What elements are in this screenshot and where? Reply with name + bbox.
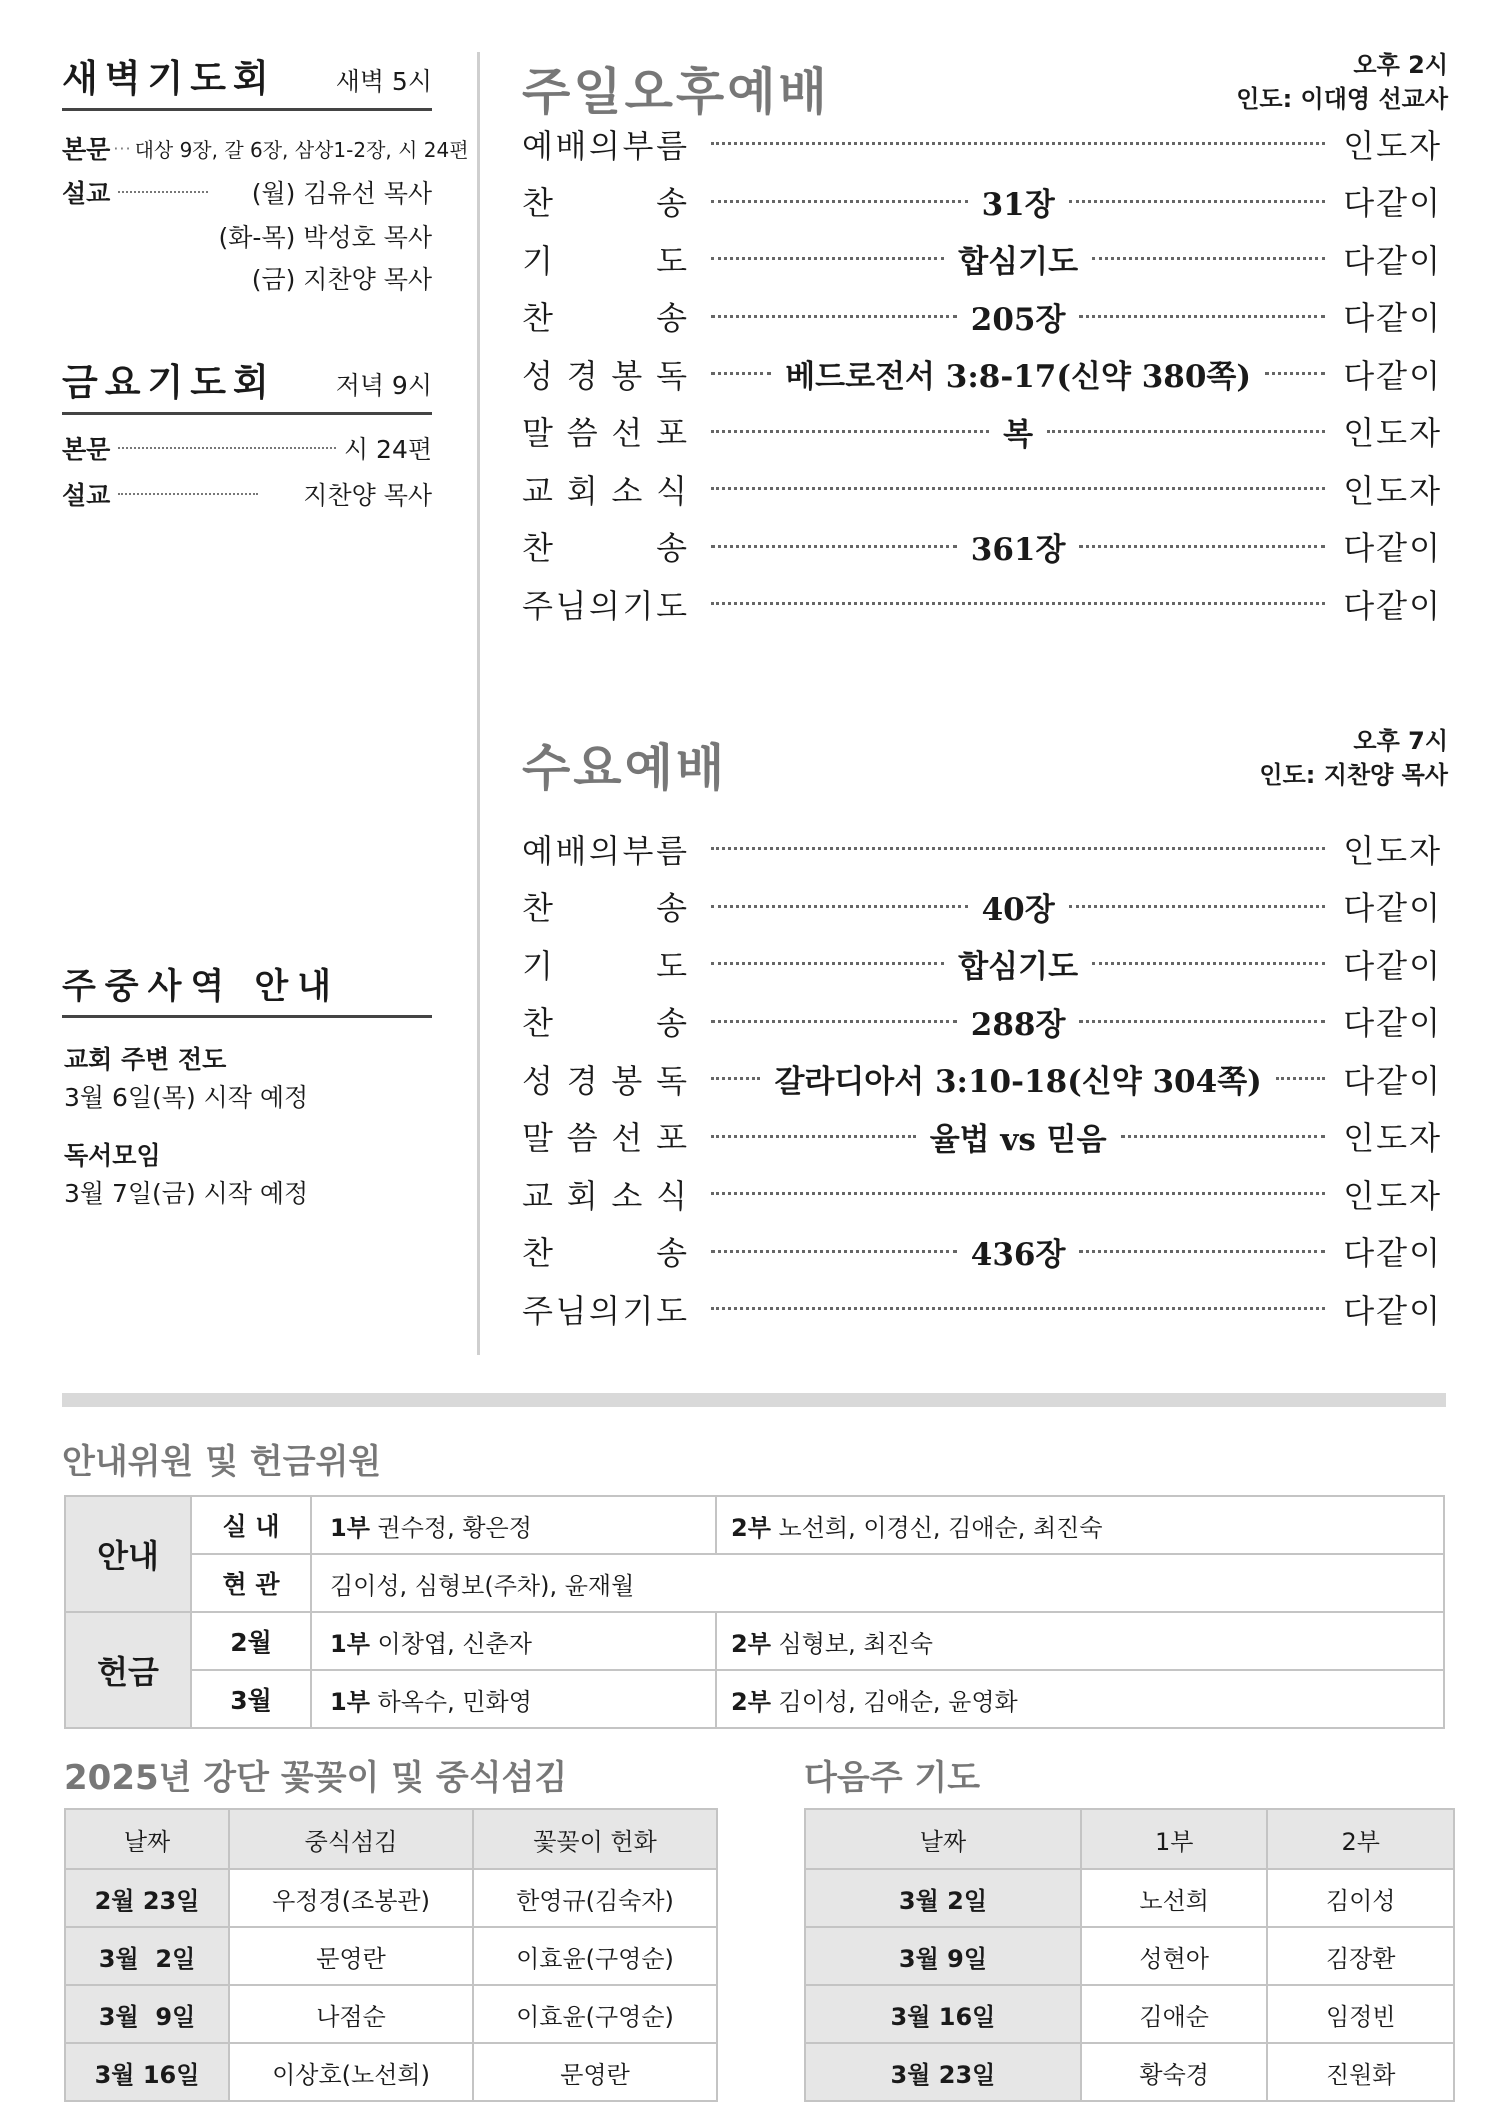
order-item <box>522 1171 687 1217</box>
order-item-char: 기 <box>522 946 553 985</box>
order-leader <box>711 236 1325 281</box>
feb-part2 <box>716 1612 1444 1670</box>
order-performer: 다같이 <box>1343 946 1442 985</box>
dot-leader <box>118 493 258 495</box>
part-label: 2부 <box>731 1513 771 1542</box>
order-leader <box>711 351 1325 396</box>
order-row <box>522 115 1442 172</box>
indoor-part1-names: 권수정, 황은정 <box>377 1513 532 1542</box>
order-item-char: 예 <box>522 126 553 165</box>
friday-text-row <box>62 428 432 468</box>
order-performer: 다같이 <box>1343 529 1442 567</box>
order-performer: 인도자 <box>1343 126 1442 165</box>
order-item-char: 씀 <box>566 414 598 452</box>
order-leader <box>711 294 1325 339</box>
order-row <box>522 460 1442 517</box>
order-leader <box>711 487 1325 490</box>
order-item-char: 찬 <box>522 529 553 567</box>
order-item <box>522 293 687 339</box>
dot-leader <box>1047 430 1325 433</box>
table-row <box>805 2043 1454 2101</box>
order-item-char: 씀 <box>566 1119 598 1157</box>
dot-leader <box>1069 905 1326 908</box>
sunday-pm-title: 주일오후예배 <box>522 63 830 121</box>
order-item-char: 선 <box>611 1119 643 1157</box>
dot-leader <box>711 1020 957 1023</box>
order-performer: 인도자 <box>1343 1119 1442 1157</box>
column-header: 꽃꽂이 헌화 <box>473 1809 717 1869</box>
order-item-char: 소 <box>611 471 643 510</box>
order-performer: 인도자 <box>1343 1176 1442 1215</box>
text-label: 본문 <box>62 435 111 464</box>
order-item <box>522 351 687 397</box>
table-header-row <box>65 1809 717 1869</box>
door-names: 김이성, 심형보(주차), 윤재월 <box>311 1554 1444 1612</box>
order-item-char: 성 <box>522 356 553 395</box>
column-header: 날짜 <box>65 1809 229 1869</box>
order-item <box>522 1113 687 1159</box>
dot-leader <box>711 1307 1325 1310</box>
dot-leader <box>711 1192 1325 1195</box>
order-row <box>522 993 1442 1050</box>
friday-sermon-row <box>62 474 432 514</box>
name-cell: 이효윤(구영순) <box>473 1985 717 2043</box>
sermon-label: 설교 <box>62 179 111 208</box>
feb-part1 <box>311 1612 716 1670</box>
name-cell: 김장환 <box>1267 1927 1454 1985</box>
order-leader <box>711 142 1325 145</box>
wednesday-time: 오후 7시 <box>1353 727 1448 755</box>
order-item-char: 찬 <box>522 1234 553 1272</box>
order-item <box>522 408 687 454</box>
order-content: 합심기도 <box>958 244 1079 280</box>
order-leader <box>711 1056 1325 1101</box>
table-row <box>65 2043 717 2101</box>
order-item-char: 찬 <box>522 184 553 222</box>
order-row <box>522 230 1442 287</box>
dot-leader <box>711 315 957 318</box>
dot-leader: ··· <box>113 138 132 158</box>
order-item <box>522 466 687 512</box>
dawn-prayer-header <box>62 58 432 111</box>
order-item-char: 송 <box>656 1004 687 1042</box>
name-cell: 나점순 <box>229 1985 473 2043</box>
column-divider <box>477 52 480 1355</box>
order-item-char: 소 <box>611 1176 643 1215</box>
order-item-char: 의 <box>589 586 620 625</box>
order-content: 205장 <box>970 301 1066 338</box>
order-row <box>522 935 1442 992</box>
wednesday-meta <box>1259 724 1448 792</box>
order-item-char: 부 <box>622 831 654 870</box>
dot-leader <box>711 545 957 548</box>
order-item-char: 찬 <box>522 299 553 337</box>
mar-part1 <box>311 1670 716 1728</box>
ushers-table <box>64 1495 1445 1729</box>
dawn-preacher-tue-thu: (화-목) 박성호 목사 <box>218 223 432 252</box>
order-performer: 다같이 <box>1343 586 1442 625</box>
order-content: 40장 <box>981 891 1055 928</box>
order-item-char: 말 <box>522 1119 553 1157</box>
friday-prayer-time: 저녁 9시 <box>335 371 432 400</box>
order-row <box>522 575 1442 632</box>
friday-text-value: 시 24편 <box>343 435 432 464</box>
order-item-char: 님 <box>555 586 587 625</box>
wednesday-title: 수요예배 <box>522 739 728 797</box>
order-performer: 다같이 <box>1343 356 1442 395</box>
date-cell: 2월 23일 <box>65 1869 229 1927</box>
door-label: 현 관 <box>191 1554 311 1612</box>
dot-leader <box>711 962 944 965</box>
order-item-char: 도 <box>656 946 687 985</box>
table-row <box>65 1670 1444 1728</box>
order-row <box>522 1165 1442 1222</box>
order-item-char: 포 <box>656 414 687 452</box>
indoor-part1 <box>311 1496 716 1554</box>
order-item-char: 교 <box>522 471 553 510</box>
wednesday-leader: 인도: 지찬양 목사 <box>1259 761 1448 789</box>
dot-leader <box>1265 372 1325 375</box>
order-item-char: 부 <box>622 126 654 165</box>
table-row <box>65 1869 717 1927</box>
order-item-char: 찬 <box>522 889 553 927</box>
indoor-label: 실 내 <box>191 1496 311 1554</box>
name-cell: 문영란 <box>473 2043 717 2101</box>
order-item <box>522 121 687 167</box>
table-row <box>65 1554 1444 1612</box>
order-item-char: 봉 <box>611 356 643 395</box>
dot-leader <box>1079 315 1325 318</box>
ministry-item-title: 교회 주변 전도 <box>64 1045 227 1074</box>
order-item <box>522 941 687 987</box>
order-content: 복 <box>1003 416 1034 453</box>
dot-leader <box>711 1077 760 1080</box>
order-item <box>522 998 687 1044</box>
order-leader <box>711 999 1325 1044</box>
friday-prayer-title: 금요기도회 <box>62 361 276 404</box>
order-performer: 다같이 <box>1343 1061 1442 1100</box>
name-cell: 이효윤(구영순) <box>473 1927 717 1985</box>
part-label: 1부 <box>330 1629 370 1658</box>
order-item-char: 주 <box>522 586 553 625</box>
weekday-ministry-header <box>62 960 432 1018</box>
order-content: 베드로전서 3:8-17(신약 380쪽) <box>785 359 1252 395</box>
order-row <box>522 1280 1442 1337</box>
dawn-preacher-mon: (월) 김유선 목사 <box>251 179 432 208</box>
name-cell: 진원화 <box>1267 2043 1454 2101</box>
order-item-char: 배 <box>555 126 587 165</box>
indoor-part2 <box>716 1496 1444 1554</box>
order-leader <box>711 847 1325 850</box>
table-row <box>805 1927 1454 1985</box>
order-item-char: 의 <box>589 831 620 870</box>
order-item-char: 교 <box>522 1176 553 1215</box>
date-cell: 3월 16일 <box>805 1985 1081 2043</box>
order-performer: 다같이 <box>1343 1234 1442 1272</box>
ministry-item-text: 3월 7일(금) 시작 예정 <box>64 1179 309 1208</box>
ministry-item-title: 독서모임 <box>64 1141 161 1170</box>
ushers-title: 안내위원 및 헌금위원 <box>62 1442 382 1482</box>
order-leader <box>711 179 1325 224</box>
table-row <box>805 1869 1454 1927</box>
date-cell: 3월 2일 <box>65 1927 229 1985</box>
dawn-prayer-time: 새벽 5시 <box>335 67 432 96</box>
table-row <box>65 1927 717 1985</box>
table-row <box>805 1985 1454 2043</box>
order-item-char: 성 <box>522 1061 553 1100</box>
ministry-item-text: 3월 6일(목) 시작 예정 <box>64 1083 309 1112</box>
dot-leader <box>1092 962 1325 965</box>
order-content: 288장 <box>970 1006 1066 1043</box>
order-item-char: 회 <box>566 1176 598 1215</box>
prayer-title: 다음주 기도 <box>804 1758 981 1798</box>
mar-label: 3월 <box>191 1670 311 1728</box>
table-row <box>65 1496 1444 1554</box>
order-item-char: 독 <box>656 356 687 395</box>
order-performer: 다같이 <box>1343 1004 1442 1042</box>
column-header: 날짜 <box>805 1809 1081 1869</box>
prayer-table <box>804 1808 1455 2102</box>
name-cell: 우정경(조봉관) <box>229 1869 473 1927</box>
dot-leader <box>711 847 1325 850</box>
order-row <box>522 403 1442 460</box>
order-item-char: 송 <box>656 1234 687 1272</box>
sunday-pm-meta <box>1236 48 1448 116</box>
dawn-text-row <box>62 128 469 168</box>
order-leader <box>711 1192 1325 1195</box>
order-item-char: 봉 <box>611 1061 643 1100</box>
name-cell: 김이성 <box>1267 1869 1454 1927</box>
name-cell: 문영란 <box>229 1927 473 1985</box>
order-item-char: 송 <box>656 299 687 337</box>
order-item-char: 기 <box>522 241 553 280</box>
order-item-char: 송 <box>656 889 687 927</box>
dot-leader <box>1121 1135 1326 1138</box>
part-label: 2부 <box>731 1687 771 1716</box>
dot-leader <box>711 200 968 203</box>
dot-leader <box>711 257 944 260</box>
order-content: 436장 <box>970 1236 1066 1273</box>
part-label: 1부 <box>330 1513 370 1542</box>
weekday-ministry-title: 주중사역 안내 <box>62 967 341 1007</box>
name-cell: 황숙경 <box>1081 2043 1268 2101</box>
order-performer: 다같이 <box>1343 299 1442 337</box>
sermon-label: 설교 <box>62 481 111 510</box>
order-item-char: 름 <box>656 126 687 165</box>
order-item-char: 회 <box>566 471 598 510</box>
order-performer: 다같이 <box>1343 184 1442 222</box>
table-row <box>65 1985 717 2043</box>
part-label: 1부 <box>330 1687 370 1716</box>
date-cell: 3월 9일 <box>805 1927 1081 1985</box>
order-leader <box>711 1229 1325 1274</box>
order-performer: 다같이 <box>1343 241 1442 280</box>
order-item-char: 송 <box>656 529 687 567</box>
order-item-char: 경 <box>566 356 598 395</box>
order-content: 율법 vs 믿음 <box>929 1121 1107 1158</box>
order-row <box>522 1108 1442 1165</box>
order-row <box>522 345 1442 402</box>
dot-leader <box>711 905 968 908</box>
feb-part1-names: 이창엽, 신춘자 <box>377 1629 532 1658</box>
name-cell: 성현아 <box>1081 1927 1268 1985</box>
indoor-part2-names: 노선희, 이경신, 김애순, 최진숙 <box>778 1513 1103 1542</box>
order-item <box>522 826 687 872</box>
column-header: 1부 <box>1081 1809 1268 1869</box>
order-item-char: 름 <box>656 831 687 870</box>
dot-leader <box>711 430 989 433</box>
order-row <box>522 173 1442 230</box>
order-item-char: 님 <box>555 1291 587 1330</box>
dot-leader <box>1069 200 1326 203</box>
order-leader <box>711 941 1325 986</box>
order-item-char: 도 <box>656 586 687 625</box>
order-item-char: 경 <box>566 1061 598 1100</box>
table-header-row <box>805 1809 1454 1869</box>
section-divider-bar <box>62 1393 1446 1407</box>
dot-leader <box>118 447 336 449</box>
mar-part1-names: 하옥수, 민화영 <box>377 1687 532 1716</box>
name-cell: 이상호(노선희) <box>229 2043 473 2101</box>
order-item <box>522 1228 687 1274</box>
order-item-char: 의 <box>589 1291 620 1330</box>
feb-part2-names: 심형보, 최진숙 <box>778 1629 933 1658</box>
date-cell: 3월 9일 <box>65 1985 229 2043</box>
order-leader <box>711 409 1325 454</box>
order-row <box>522 878 1442 935</box>
date-cell: 3월 2일 <box>805 1869 1081 1927</box>
name-cell: 김애순 <box>1081 1985 1268 2043</box>
dawn-sermon-row <box>62 172 432 212</box>
order-item-char: 기 <box>622 586 654 625</box>
dot-leader <box>1079 545 1325 548</box>
order-item <box>522 523 687 569</box>
order-item-char: 예 <box>522 831 553 870</box>
order-item-char: 의 <box>589 126 620 165</box>
dot-leader <box>1092 257 1325 260</box>
order-item <box>522 1286 687 1332</box>
order-item <box>522 581 687 627</box>
order-row <box>522 820 1442 877</box>
mar-part2-names: 김이성, 김애순, 윤영화 <box>778 1687 1018 1716</box>
order-item-char: 독 <box>656 1061 687 1100</box>
order-item-char: 기 <box>622 1291 654 1330</box>
order-leader <box>711 602 1325 605</box>
name-cell: 임정빈 <box>1267 1985 1454 2043</box>
offering-group-label: 헌금 <box>65 1612 191 1728</box>
order-item-char: 식 <box>656 1176 687 1215</box>
flowers-title: 2025년 강단 꽃꽂이 및 중식섬김 <box>64 1758 568 1798</box>
dot-leader <box>1079 1020 1325 1023</box>
order-leader <box>711 884 1325 929</box>
order-content: 31장 <box>981 186 1055 223</box>
dot-leader <box>711 1250 957 1253</box>
dot-leader <box>711 372 771 375</box>
text-label: 본문 <box>62 135 111 164</box>
order-leader <box>711 1307 1325 1310</box>
order-item <box>522 883 687 929</box>
order-item-char: 말 <box>522 414 553 452</box>
order-item <box>522 236 687 282</box>
friday-prayer-header <box>62 362 432 415</box>
order-item-char: 포 <box>656 1119 687 1157</box>
order-performer: 인도자 <box>1343 414 1442 452</box>
column-header: 중식섬김 <box>229 1809 473 1869</box>
order-row <box>522 518 1442 575</box>
order-performer: 인도자 <box>1343 831 1442 870</box>
date-cell: 3월 23일 <box>805 2043 1081 2101</box>
table-row <box>65 1612 1444 1670</box>
order-item <box>522 178 687 224</box>
mar-part2 <box>716 1670 1444 1728</box>
order-item <box>522 1056 687 1102</box>
part-label: 2부 <box>731 1629 771 1658</box>
order-item-char: 주 <box>522 1291 553 1330</box>
dot-leader <box>711 487 1325 490</box>
dawn-prayer-title: 새벽기도회 <box>62 57 276 100</box>
friday-preacher: 지찬양 목사 <box>303 481 432 510</box>
order-leader <box>711 1114 1325 1159</box>
dot-leader <box>118 191 208 193</box>
flowers-table <box>64 1808 718 2102</box>
order-row <box>522 1223 1442 1280</box>
date-cell: 3월 16일 <box>65 2043 229 2101</box>
order-item-char: 선 <box>611 414 643 452</box>
order-performer: 다같이 <box>1343 1291 1442 1330</box>
sunday-pm-time: 오후 2시 <box>1353 51 1448 79</box>
dot-leader <box>1276 1077 1325 1080</box>
feb-label: 2월 <box>191 1612 311 1670</box>
order-item-char: 송 <box>656 184 687 222</box>
sunday-pm-leader: 인도: 이대영 선교사 <box>1236 85 1448 113</box>
order-content: 361장 <box>970 531 1066 568</box>
dot-leader <box>711 602 1325 605</box>
order-row <box>522 1050 1442 1107</box>
order-item-char: 배 <box>555 831 587 870</box>
order-performer: 인도자 <box>1343 471 1442 510</box>
dawn-preacher-fri: (금) 지찬양 목사 <box>251 265 432 294</box>
name-cell: 노선희 <box>1081 1869 1268 1927</box>
order-item-char: 식 <box>656 471 687 510</box>
order-row <box>522 288 1442 345</box>
order-performer: 다같이 <box>1343 889 1442 927</box>
dawn-text-value: 대상 9장, 갈 6장, 삼상1-2장, 시 24편 <box>134 137 469 162</box>
order-content: 갈라디아서 3:10-18(신약 304쪽) <box>774 1064 1262 1100</box>
column-header: 2부 <box>1267 1809 1454 1869</box>
order-item-char: 도 <box>656 241 687 280</box>
order-leader <box>711 524 1325 569</box>
order-item-char: 도 <box>656 1291 687 1330</box>
name-cell: 한영규(김숙자) <box>473 1869 717 1927</box>
dot-leader <box>711 142 1325 145</box>
dot-leader <box>1079 1250 1325 1253</box>
dot-leader <box>711 1135 916 1138</box>
order-item-char: 찬 <box>522 1004 553 1042</box>
order-content: 합심기도 <box>958 949 1079 985</box>
guide-group-label: 안내 <box>65 1496 191 1612</box>
